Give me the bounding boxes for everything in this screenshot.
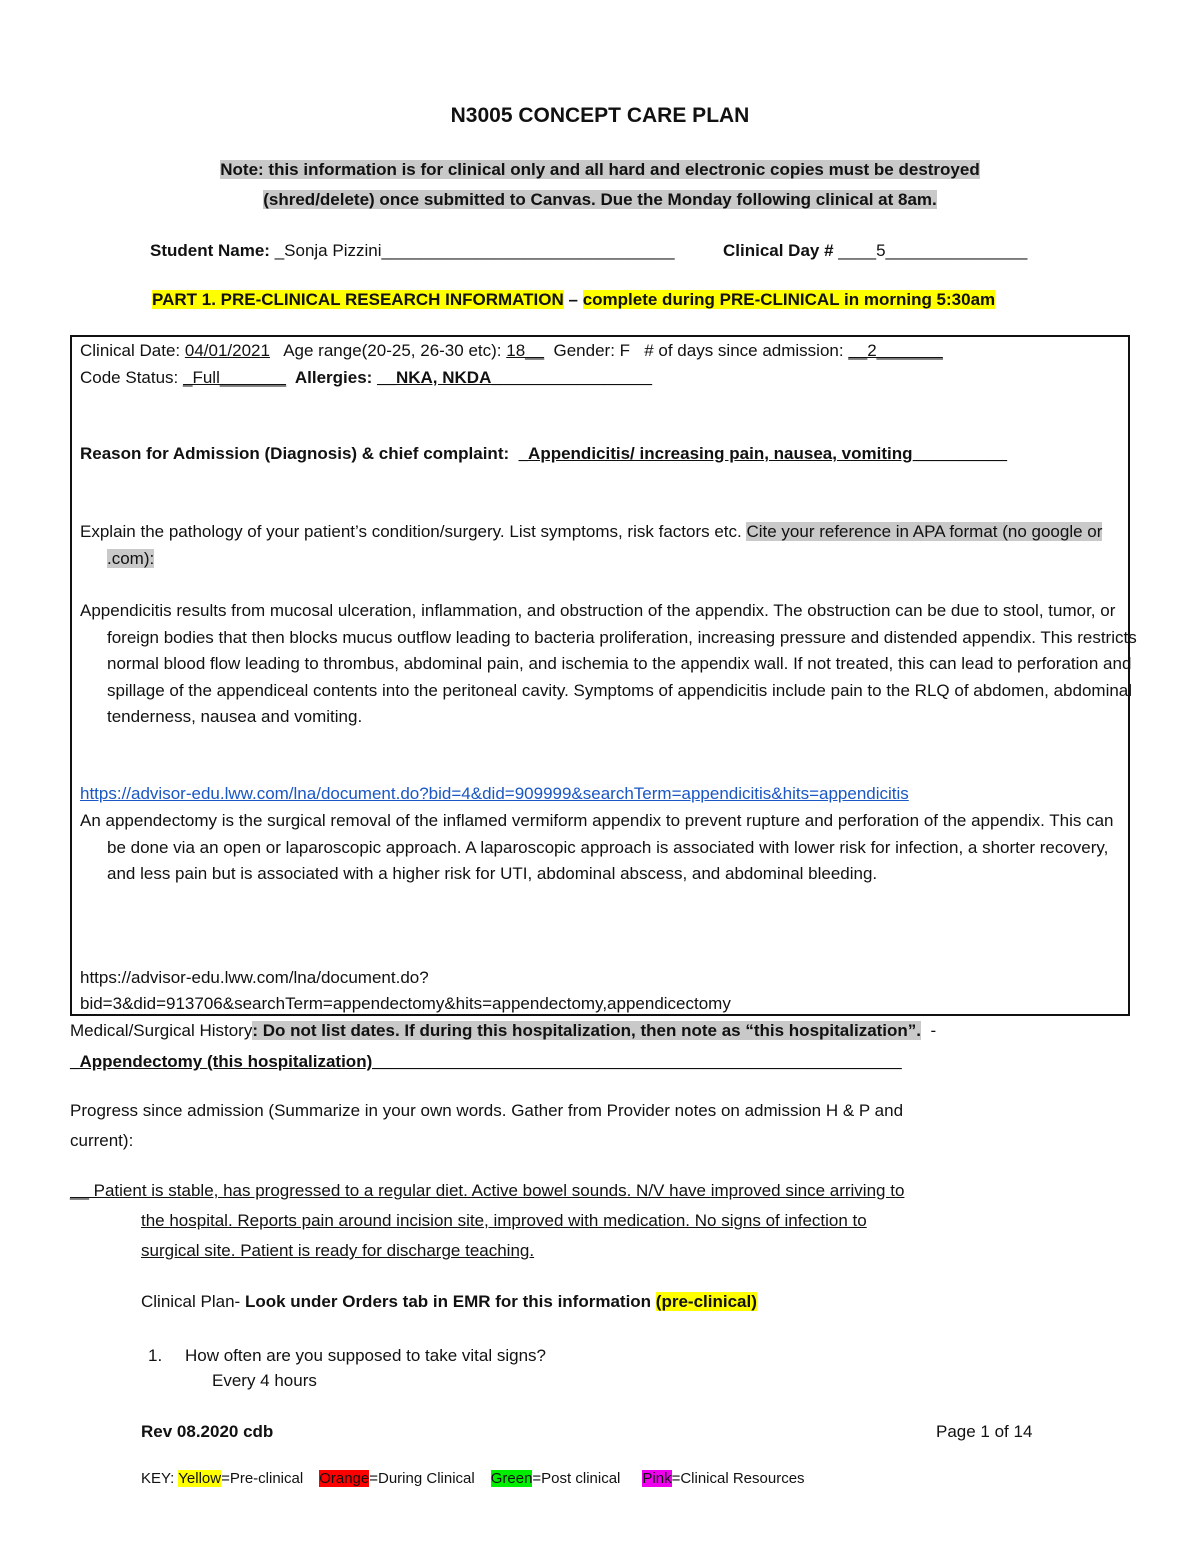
key-label: KEY: [141,1470,179,1487]
gender-days-label: Gender: F # of days since admission: [544,341,849,360]
clinical-day-row [723,241,1027,261]
days-since-admission-value: __2_______ [848,341,943,360]
note-line-2-text: (shred/delete) once submitted to Canvas. Due the Monday following clinical at 8am. [263,190,937,209]
key-orange-desc: =During Clinical [369,1470,475,1487]
age-range-value: 18__ [506,341,545,360]
progress-line-1: __ Patient is stable, has progressed to a regular diet. Active bowel sounds. N/V have improved since arriving to [70,1181,905,1200]
reference-link-1[interactable] [80,784,909,804]
progress-line-3: surgical site. Patient is ready for discharge teaching. [141,1241,535,1260]
key-orange: Orange [319,1470,370,1487]
explain-text: Explain the pathology of your patient’s condition/surgery. List symptoms, risk factors etc. [80,522,747,541]
history-label: Medical/Surgical History [70,1021,253,1040]
part1-instruction: complete during PRE-CLINICAL in morning 5:30am [582,290,996,309]
progress-line-2: the hospital. Reports pain around incision site, improved with medication. No signs of infection to [141,1211,867,1230]
student-name-value: _Sonja Pizzini_______________________________ [269,241,675,260]
age-range-label: Age range(20-25, 26-30 etc): [269,341,507,360]
reference-2-line-2: bid=3&did=913706&searchTerm=appendectomy&hits=appendectomy,appendicectomy [80,994,731,1013]
key-pink: Pink [642,1470,672,1487]
progress-label-line-1: Progress since admission (Summarize in your own words. Gather from Provider notes on admission H & P and [70,1101,904,1120]
key-green-desc: =Post clinical [532,1470,621,1487]
key-yellow-desc: =Pre-clinical [221,1470,304,1487]
note-line-1-text: Note: this information is for clinical only and all hard and electronic copies must be destroyed [220,160,980,179]
clinical-plan-tag: (pre-clinical) [655,1292,757,1311]
history-instruction: : Do not list dates. If during this hospitalization, then note as “this hospitalization”. [252,1021,922,1040]
clinical-day-value: ____5_______________ [833,241,1028,260]
reason-row [80,444,1007,464]
history-dash: - [921,1021,937,1040]
clinical-date-row [80,341,943,361]
clinical-date-label: Clinical Date: [80,341,185,360]
key-pink-desc: =Clinical Resources [671,1470,805,1487]
clinical-plan-row [141,1292,757,1312]
progress-label-line-2: current): [70,1131,134,1150]
reason-value: _Appendicitis/ increasing pain, nausea, vomiting__________ [518,444,1008,463]
reference-2-line-1: https://advisor-edu.lww.com/lna/document.do? [80,968,429,987]
note-line-1 [0,160,1200,180]
answer-1: Every 4 hours [212,1371,317,1390]
clinical-plan-label: Clinical Plan- [141,1292,245,1311]
revision-label: Rev 08.2020 cdb [141,1422,274,1441]
student-name-row [150,241,675,261]
code-status-label: Code Status: [80,368,184,387]
question-1-number: 1. [148,1346,163,1365]
note-line-2 [0,190,1200,210]
page-number: Page 1 of 14 [936,1422,1033,1441]
allergies-label: Allergies: [286,368,378,387]
code-status-value: _Full_______ [183,368,287,387]
part1-heading [152,290,995,310]
clinical-day-label: Clinical Day # [723,241,834,260]
reference-link-1-text[interactable]: https://advisor-edu.lww.com/lna/document.do?bid=4&did=909999&searchTerm=appendicitis&hits=appendicitis [80,784,909,803]
code-status-row [80,368,652,388]
clinical-plan-instruction: Look under Orders tab in EMR for this information [244,1292,656,1311]
explain-highlight: Cite your reference in APA format (no google or .com): [107,522,1103,568]
explain-pathology-prompt [80,519,1137,572]
clinical-date-value: 04/01/2021 [184,341,270,360]
history-value: _Appendectomy (this hospitalization)________________________________________________________ [70,1052,902,1071]
history-row [70,1021,936,1041]
reason-label: Reason for Admission (Diagnosis) & chief complaint: [80,444,519,463]
page-title: N3005 CONCEPT CARE PLAN [450,104,750,127]
color-key [141,1470,805,1487]
appendectomy-paragraph: An appendectomy is the surgical removal of the inflamed vermiform appendix to prevent rupture and perforation of the appendix. This can be done via an open or laparoscopic approach. A laparoscopic approach is associated with lower risk for infection, a shorter recovery, and less pain but is associated with a higher risk for UTI, abdominal abscess, and abdominal bleeding. [80,811,1114,883]
key-green: Green [490,1470,533,1487]
part1-dash: – [563,290,583,309]
allergies-value: __NKA, NKDA_________________ [377,368,653,387]
question-1: How often are you supposed to take vital signs? [185,1346,546,1365]
key-yellow: Yellow [178,1470,222,1487]
part1-label: PART 1. PRE-CLINICAL RESEARCH INFORMATION [152,290,564,309]
student-name-label: Student Name: [150,241,270,260]
pathology-paragraph: Appendicitis results from mucosal ulceration, inflammation, and obstruction of the appendix. The obstruction can be due to stool, tumor, or foreign bodies that then blocks mucus outflow leading to bacteria proliferation, increasing pressure and distended appendix. This restricts normal blood flow leading to thrombus, abdominal pain, and ischemia to the appendix wall. If not treated, this can lead to perforation and spillage of the appendiceal contents into the peritoneal cavity. Symptoms of appendicitis include pain to the RLQ of abdomen, abdominal tenderness, nausea and vomiting. [80,601,1137,726]
